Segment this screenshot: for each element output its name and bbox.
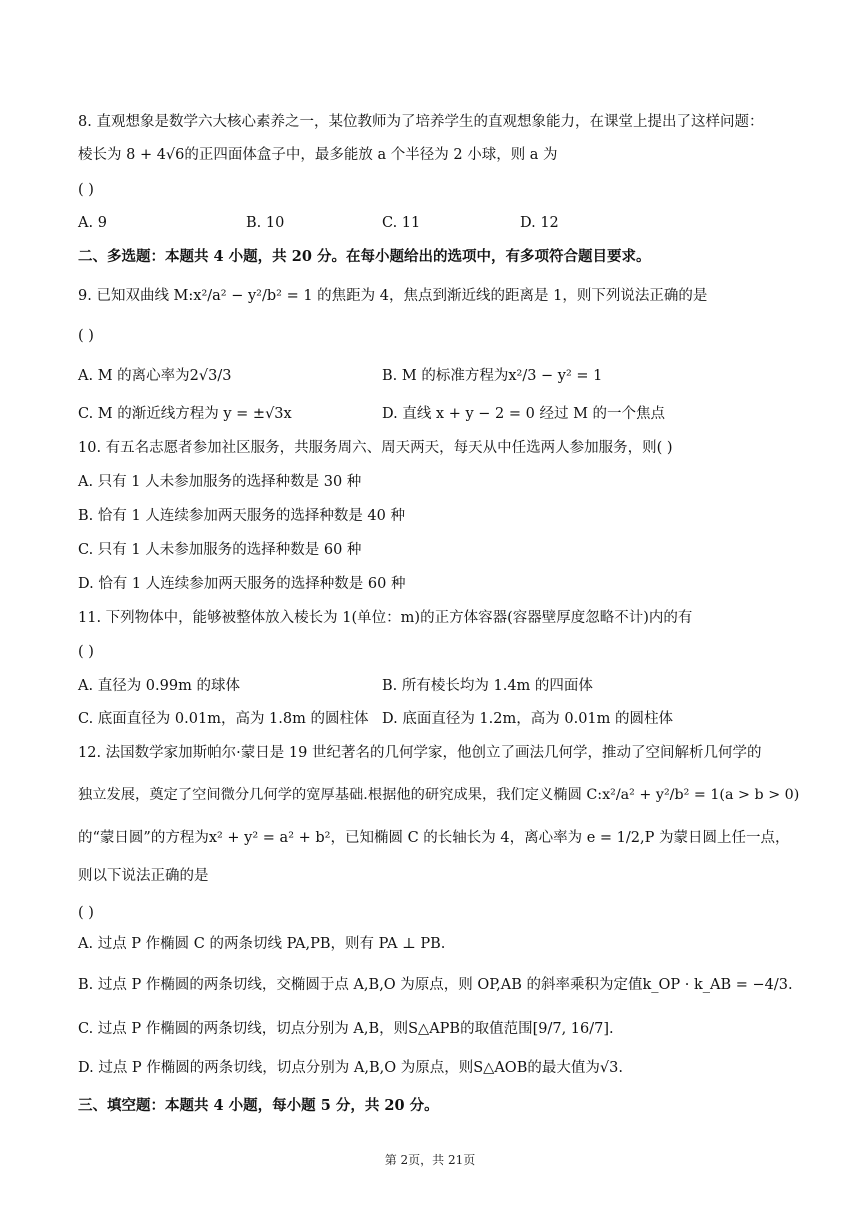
- q12-option-a: A. 过点 P 作椭圆 C 的两条切线 PA,PB，则有 PA ⊥ PB.: [78, 936, 446, 952]
- q11-option-d: D. 底面直径为 1.2m，高为 0.01m 的圆柱体: [382, 711, 673, 727]
- q10-option-c: C. 只有 1 人未参加服务的选择种数是 60 种: [78, 542, 362, 558]
- q12-stem-line2: 独立发展，奠定了空间微分几何学的宽厚基础.根据他的研究成果，我们定义椭圆 C:x²/a² + y²/b² = 1(a > b > 0): [78, 787, 800, 803]
- q11-answer-paren: ( ): [78, 644, 94, 660]
- q9-option-c: C. M 的渐近线方程为 y = ±√3x: [78, 406, 292, 422]
- q8-option-a: A. 9: [78, 215, 107, 231]
- q12-stem-line3: 的“蒙日圆”的方程为x² + y² = a² + b²，已知椭圆 C 的长轴长为 4，离心率为 e = 1/2,P 为蒙日圆上任一点，: [78, 830, 790, 846]
- q11-option-b: B. 所有棱长均为 1.4m 的四面体: [382, 678, 593, 694]
- q9-option-d: D. 直线 x + y − 2 = 0 经过 M 的一个焦点: [382, 406, 666, 422]
- page-footer: 第 2页，共 21页: [384, 1153, 476, 1167]
- q11-option-a: A. 直径为 0.99m 的球体: [78, 678, 240, 694]
- q10-option-b: B. 恰有 1 人连续参加两天服务的选择种数是 40 种: [78, 508, 405, 524]
- q12-option-d: D. 过点 P 作椭圆的两条切线，切点分别为 A,B,O 为原点，则S△AOB的最大值为√3.: [78, 1060, 623, 1076]
- q8-option-b: B. 10: [246, 215, 285, 231]
- q9-option-a: A. M 的离心率为2√3/3: [78, 368, 232, 384]
- q8-answer-paren: ( ): [78, 182, 94, 198]
- q12-option-c: C. 过点 P 作椭圆的两条切线，切点分别为 A,B，则S△APB的取值范围[9/7, 16/7].: [78, 1021, 614, 1037]
- q8-option-d: D. 12: [520, 215, 559, 231]
- q9-answer-paren: ( ): [78, 328, 94, 344]
- q9-stem: 9. 已知双曲线 M:x²/a² − y²/b² = 1 的焦距为 4，焦点到渐近线的距离是 1，则下列说法正确的是: [78, 288, 708, 304]
- q12-option-b: B. 过点 P 作椭圆的两条切线，交椭圆于点 A,B,O 为原点，则 OP,AB 的斜率乘积为定值k_OP · k_AB = −4/3.: [78, 977, 793, 993]
- q8-stem-line1: 8. 直观想象是数学六大核心素养之一，某位教师为了培养学生的直观想象能力，在课堂上提出了这样问题：: [78, 114, 764, 130]
- q10-option-d: D. 恰有 1 人连续参加两天服务的选择种数是 60 种: [78, 576, 406, 592]
- q11-stem: 11. 下列物体中，能够被整体放入棱长为 1(单位：m)的正方体容器(容器壁厚度忽略不计)内的有: [78, 610, 693, 626]
- q8-stem-line2: 棱长为 8 + 4√6的正四面体盒子中，最多能放 a 个半径为 2 小球，则 a 为: [78, 147, 558, 163]
- q8-options: [78, 213, 778, 233]
- q12-stem-line1: 12. 法国数学家加斯帕尔·蒙日是 19 世纪著名的几何学家，他创立了画法几何学，推动了空间解析几何学的: [78, 745, 762, 761]
- q12-stem-line4: 则以下说法正确的是: [78, 868, 209, 884]
- section-2-heading: 二、多选题：本题共 4 小题，共 20 分。在每小题给出的选项中，有多项符合题目要求。: [78, 248, 651, 265]
- q9-option-b: B. M 的标准方程为x²/3 − y² = 1: [382, 368, 603, 384]
- section-3-heading: 三、填空题：本题共 4 小题，每小题 5 分，共 20 分。: [78, 1097, 439, 1114]
- q11-option-c: C. 底面直径为 0.01m，高为 1.8m 的圆柱体: [78, 711, 369, 727]
- q8-option-c: C. 11: [382, 215, 421, 231]
- q10-stem: 10. 有五名志愿者参加社区服务，共服务周六、周天两天，每天从中任选两人参加服务，则( ): [78, 440, 673, 456]
- q12-answer-paren: ( ): [78, 905, 94, 921]
- q10-option-a: A. 只有 1 人未参加服务的选择种数是 30 种: [78, 474, 362, 490]
